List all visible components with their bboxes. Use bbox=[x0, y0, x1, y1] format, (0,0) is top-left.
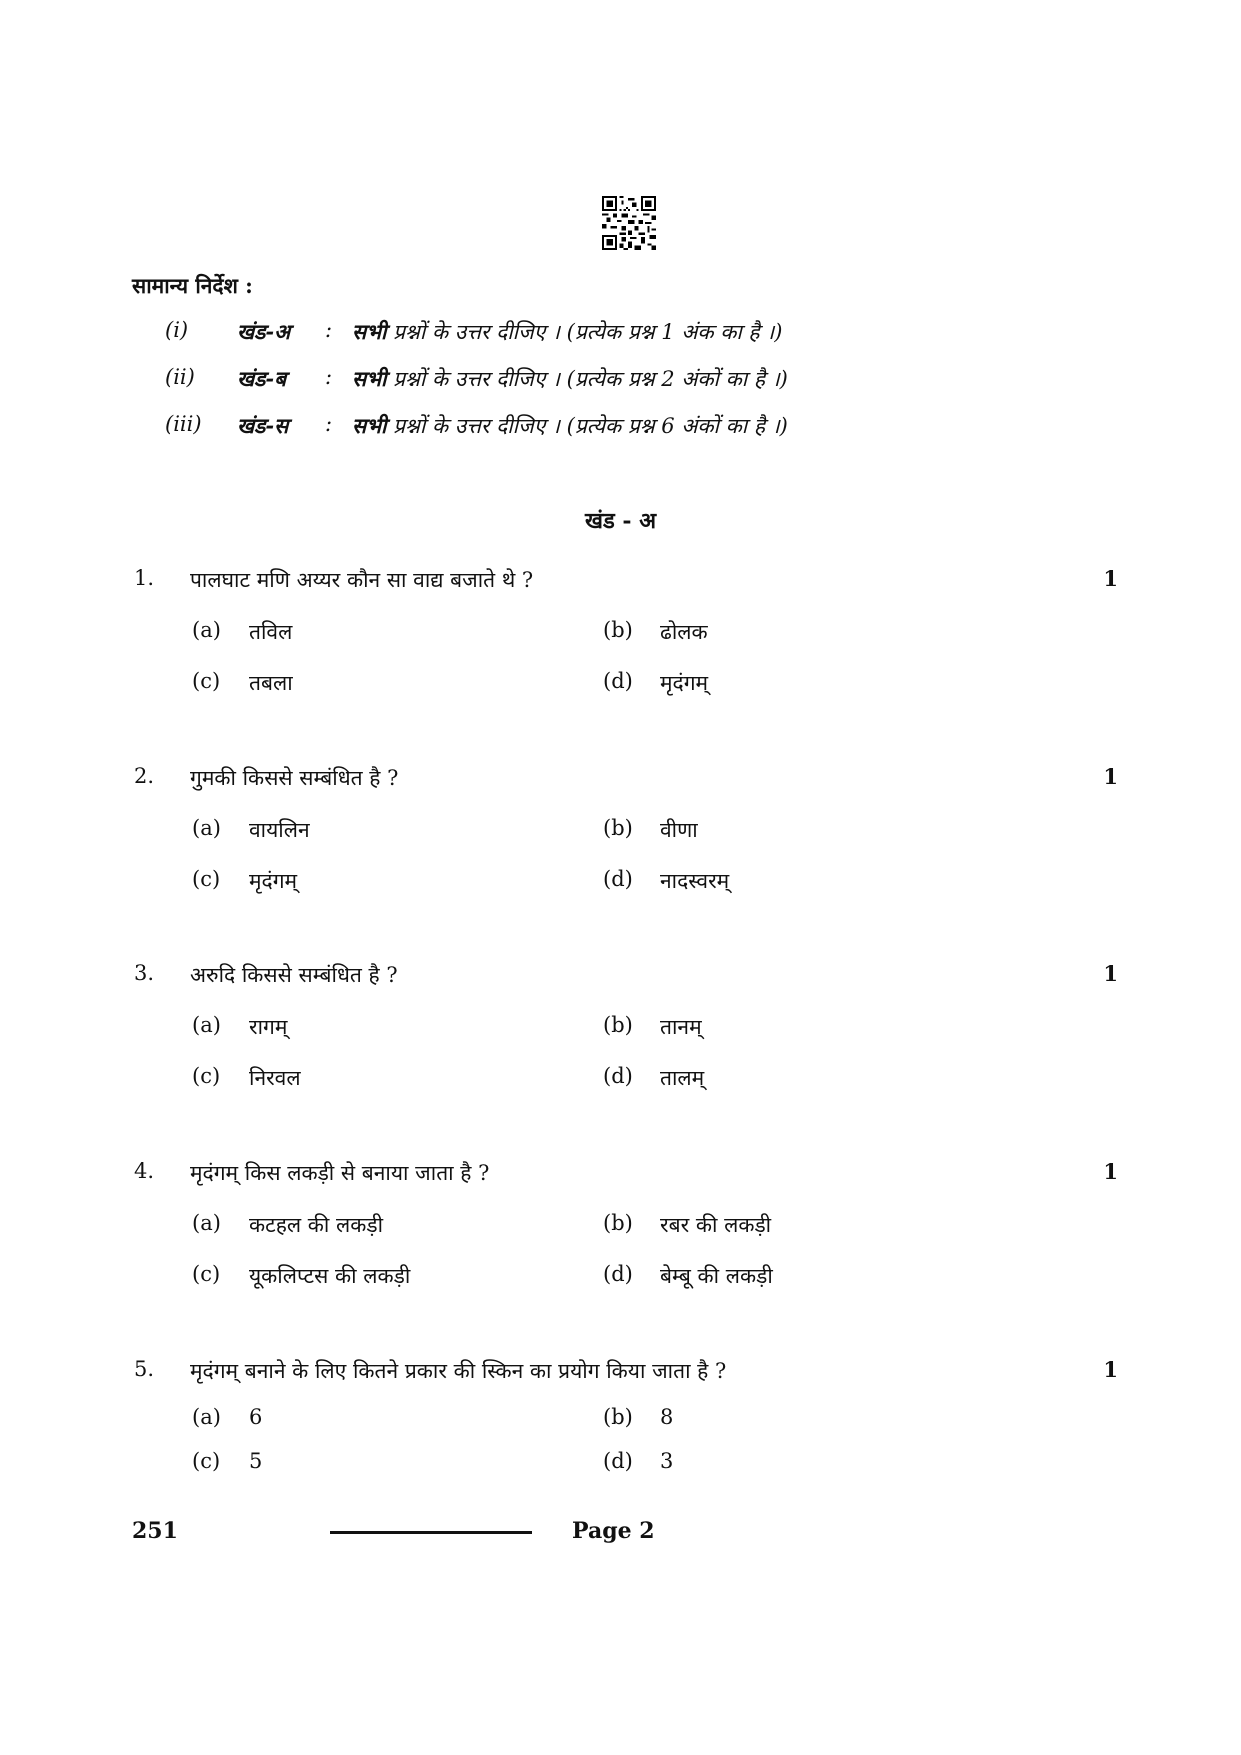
option-label: (b) bbox=[603, 618, 633, 642]
question-item bbox=[0, 1159, 1241, 1309]
instruction-roman: (ii) bbox=[165, 365, 195, 389]
instruction-text bbox=[352, 412, 788, 440]
question-item bbox=[0, 1357, 1241, 1507]
general-instructions-heading: सामान्य निर्देश : bbox=[132, 273, 253, 298]
option-label: (a) bbox=[192, 1405, 221, 1429]
instruction-roman: (i) bbox=[165, 318, 189, 342]
option-label: (c) bbox=[192, 1064, 221, 1088]
option-text: तानम् bbox=[660, 1015, 702, 1039]
instruction-body: प्रश्नों के उत्तर दीजिए । (प्रत्येक प्रश्न 2 अंकों का है ।) bbox=[393, 367, 788, 391]
option-text: ढोलक bbox=[660, 620, 708, 644]
option-label: (b) bbox=[603, 1405, 633, 1429]
option-label: (a) bbox=[192, 1013, 221, 1037]
option-label: (a) bbox=[192, 816, 221, 840]
instruction-body: प्रश्नों के उत्तर दीजिए । (प्रत्येक प्रश्न 1 अंक का है ।) bbox=[393, 320, 783, 344]
option-text: रागम् bbox=[249, 1015, 288, 1039]
option-label: (d) bbox=[603, 867, 633, 891]
option-text: नादस्वरम् bbox=[660, 869, 730, 893]
instruction-section: खंड-ब bbox=[237, 366, 287, 391]
option-label: (a) bbox=[192, 618, 221, 642]
question-item bbox=[0, 764, 1241, 914]
option-text: यूकलिप्टस की लकड़ी bbox=[249, 1264, 411, 1288]
option-label: (c) bbox=[192, 1449, 221, 1473]
instruction-roman: (iii) bbox=[165, 412, 202, 436]
option-text: निरवल bbox=[249, 1066, 301, 1090]
option-text: रबर की लकड़ी bbox=[660, 1213, 772, 1237]
question-number: 4. bbox=[134, 1159, 155, 1183]
question-marks: 1 bbox=[1103, 1357, 1118, 1382]
instruction-lead: सभी bbox=[352, 319, 387, 344]
question-number: 2. bbox=[134, 764, 155, 788]
option-label: (b) bbox=[603, 1013, 633, 1037]
footer-divider bbox=[330, 1531, 532, 1534]
instruction-lead: सभी bbox=[352, 366, 387, 391]
option-text: 6 bbox=[249, 1405, 263, 1429]
question-number: 3. bbox=[134, 961, 155, 985]
question-text: गुमकी किससे सम्बंधित है ? bbox=[190, 766, 399, 790]
option-label: (a) bbox=[192, 1211, 221, 1235]
option-label: (d) bbox=[603, 1064, 633, 1088]
option-text: मृदंगम् bbox=[660, 671, 709, 695]
section-heading: खंड - अ bbox=[584, 508, 657, 534]
option-label: (c) bbox=[192, 867, 221, 891]
question-text: अरुदि किससे सम्बंधित है ? bbox=[190, 963, 398, 987]
instruction-colon: : bbox=[325, 412, 333, 436]
question-marks: 1 bbox=[1103, 566, 1118, 591]
instruction-text bbox=[352, 318, 782, 346]
option-text: मृदंगम् bbox=[249, 869, 298, 893]
instruction-text bbox=[352, 365, 788, 393]
question-text: पालघाट मणि अय्यर कौन सा वाद्य बजाते थे ? bbox=[190, 568, 534, 592]
option-text: वीणा bbox=[660, 818, 698, 842]
paper-code: 251 bbox=[132, 1518, 178, 1544]
option-label: (c) bbox=[192, 1262, 221, 1286]
question-marks: 1 bbox=[1103, 764, 1118, 789]
option-text: वायलिन bbox=[249, 818, 310, 842]
question-text: मृदंगम् किस लकड़ी से बनाया जाता है ? bbox=[190, 1161, 490, 1185]
option-label: (d) bbox=[603, 669, 633, 693]
option-text: तालम् bbox=[660, 1066, 705, 1090]
option-label: (c) bbox=[192, 669, 221, 693]
instruction-lead: सभी bbox=[352, 413, 387, 438]
question-item bbox=[0, 961, 1241, 1111]
option-text: 3 bbox=[660, 1449, 674, 1473]
option-text: कटहल की लकड़ी bbox=[249, 1213, 384, 1237]
question-marks: 1 bbox=[1103, 961, 1118, 986]
instruction-colon: : bbox=[325, 365, 333, 389]
option-label: (b) bbox=[603, 816, 633, 840]
question-marks: 1 bbox=[1103, 1159, 1118, 1184]
option-label: (b) bbox=[603, 1211, 633, 1235]
qr-code-icon bbox=[602, 196, 656, 250]
option-text: तबला bbox=[249, 671, 293, 695]
option-label: (d) bbox=[603, 1262, 633, 1286]
option-text: 5 bbox=[249, 1449, 263, 1473]
option-label: (d) bbox=[603, 1449, 633, 1473]
option-text: बेम्बू की लकड़ी bbox=[660, 1264, 773, 1288]
question-number: 5. bbox=[134, 1357, 155, 1381]
instruction-section: खंड-अ bbox=[237, 319, 291, 344]
question-number: 1. bbox=[134, 566, 155, 590]
question-item bbox=[0, 566, 1241, 716]
option-text: 8 bbox=[660, 1405, 674, 1429]
option-text: तविल bbox=[249, 620, 293, 644]
instruction-section: खंड-स bbox=[237, 413, 289, 438]
instruction-body: प्रश्नों के उत्तर दीजिए । (प्रत्येक प्रश्न 6 अंकों का है ।) bbox=[393, 414, 788, 438]
page-number: Page 2 bbox=[572, 1518, 655, 1544]
instruction-colon: : bbox=[325, 318, 333, 342]
question-text: मृदंगम् बनाने के लिए कितने प्रकार की स्किन का प्रयोग किया जाता है ? bbox=[190, 1359, 727, 1383]
